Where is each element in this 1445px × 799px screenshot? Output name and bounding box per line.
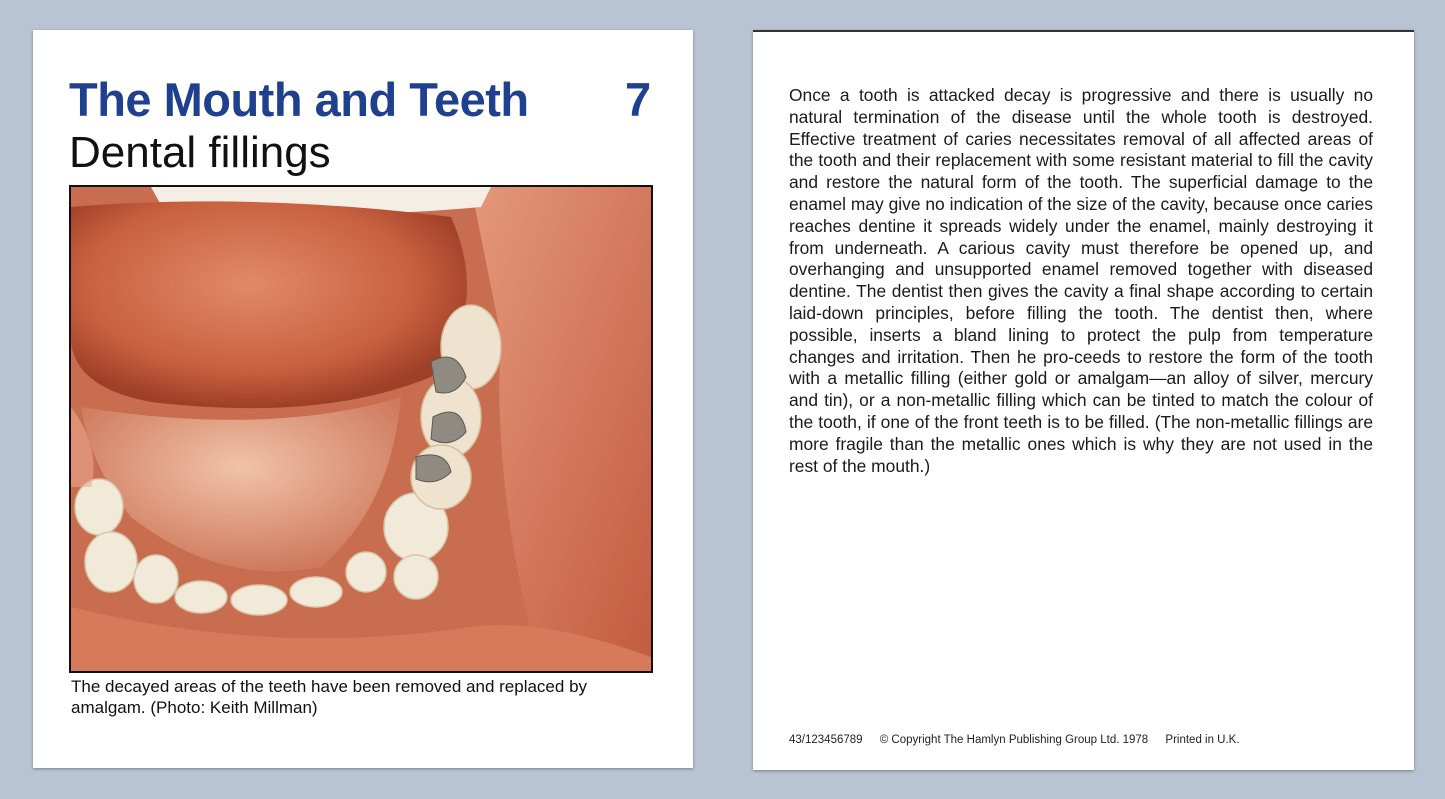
mouth-photo xyxy=(69,185,653,673)
photo-caption: The decayed areas of the teeth have been removed and replaced by amalgam. (Photo: Keith Millman) xyxy=(71,677,588,717)
card-footer xyxy=(789,734,1240,746)
card-back xyxy=(753,30,1414,770)
mouth-photo-illustration xyxy=(71,187,651,671)
body-text: Once a tooth is attacked decay is progressive and there is usually no natural termination of the disease until the whole tooth is destroyed. Effective treatment of caries necessitates removal of all affected areas of the tooth and their replacement with some resistant material to fill the cavity and restore the natural form of the tooth. The superficial damage to the enamel may give no indication of the size of the cavity, because once caries reaches dentine it spreads widely under the enamel, mainly destroying it from underneath. A carious cavity must therefore be opened up, and overhanging and unsupported enamel removed together with diseased dentine. The dentist then gives the cavity a final shape according to certain laid-down principles, before filling the tooth. The dentist then, where possible, inserts a bland lining to protect the pulp from temperature changes and irritation. Then he pro-ceeds to restore the form of the tooth with a metallic filling (either gold or amalgam—an alloy of silver, mercury and tin), or a non-metallic filling which can be tinted to match the colour of the tooth, if one of the front teeth is to be filled. (The non-metallic fillings are more fragile than the metallic ones which is why they are not used in the rest of the mouth.) xyxy=(789,85,1373,476)
series-title: The Mouth and Teeth xyxy=(69,73,529,126)
card-code: 43/123456789 xyxy=(789,734,863,746)
card-front xyxy=(33,30,693,768)
card-number: 7 xyxy=(625,73,652,126)
printed-in: Printed in U.K. xyxy=(1165,734,1240,746)
card-title: Dental fillings xyxy=(69,128,331,177)
copyright-notice: © Copyright The Hamlyn Publishing Group Ltd. 1978 xyxy=(879,734,1149,746)
